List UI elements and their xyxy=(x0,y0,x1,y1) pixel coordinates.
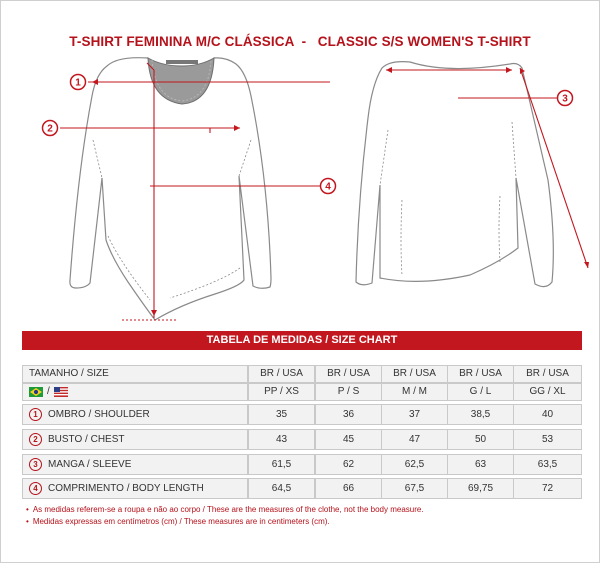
row-number-badge: 1 xyxy=(29,408,42,421)
measure-value: 69,75 xyxy=(447,478,514,499)
measure-label: OMBRO / SHOULDER xyxy=(48,408,150,420)
row-number-badge: 4 xyxy=(29,482,42,495)
svg-text:2: 2 xyxy=(47,123,53,135)
size-col-4: GG / XL xyxy=(513,383,582,401)
measure-row-2-label xyxy=(22,454,248,475)
measure-value: 50 xyxy=(447,429,514,450)
size-chart-header: TABELA DE MEDIDAS / SIZE CHART xyxy=(22,331,582,350)
size-col-1: P / S xyxy=(315,383,382,401)
measure-row-3-label xyxy=(22,478,248,499)
svg-text:4: 4 xyxy=(325,181,331,193)
measure-value: 61,5 xyxy=(248,454,315,475)
row-number-badge: 2 xyxy=(29,433,42,446)
measure-row-0-label xyxy=(22,404,248,425)
measure-label: COMPRIMENTO / BODY LENGTH xyxy=(48,482,204,494)
measure-value: 66 xyxy=(315,478,382,499)
flags-cell xyxy=(22,383,248,401)
size-region-2: BR / USA xyxy=(381,365,448,383)
usa-flag-icon xyxy=(54,387,68,397)
measure-value: 67,5 xyxy=(381,478,448,499)
svg-text:1: 1 xyxy=(75,77,81,89)
measure-value: 47 xyxy=(381,429,448,450)
marker-1 xyxy=(71,75,86,90)
size-region-4: BR / USA xyxy=(513,365,582,383)
measure-value: 45 xyxy=(315,429,382,450)
measure-value: 35 xyxy=(248,404,315,425)
note-1: • As medidas referem-se a roupa e não ao corpo / These are the measures of the clothe, not the body measure. xyxy=(26,505,424,514)
measure-value: 36 xyxy=(315,404,382,425)
marker-2 xyxy=(43,121,58,136)
svg-text:3: 3 xyxy=(562,93,568,105)
measure-value: 38,5 xyxy=(447,404,514,425)
size-region-1: BR / USA xyxy=(315,365,382,383)
measure-label: BUSTO / CHEST xyxy=(48,433,125,445)
size-col-2: M / M xyxy=(381,383,448,401)
measure-value: 53 xyxy=(513,429,582,450)
measure-value: 62,5 xyxy=(381,454,448,475)
brazil-flag-icon xyxy=(29,387,43,397)
measure-value: 62 xyxy=(315,454,382,475)
measure-value: 40 xyxy=(513,404,582,425)
measure-label: MANGA / SLEEVE xyxy=(48,458,132,470)
measure-value: 63 xyxy=(447,454,514,475)
measure-value: 63,5 xyxy=(513,454,582,475)
size-header-label: TAMANHO / SIZE xyxy=(22,365,248,383)
measure-value: 64,5 xyxy=(248,478,315,499)
measure-value: 43 xyxy=(248,429,315,450)
back-tshirt xyxy=(356,62,553,287)
measure-value: 72 xyxy=(513,478,582,499)
size-region-0: BR / USA xyxy=(248,365,315,383)
row-number-badge: 3 xyxy=(29,458,42,471)
measure-row-1-label xyxy=(22,429,248,450)
size-region-3: BR / USA xyxy=(447,365,514,383)
page-title: T-SHIRT FEMININA M/C CLÁSSICA - CLASSIC S/S WOMEN'S T-SHIRT xyxy=(69,34,531,49)
marker-3 xyxy=(558,91,573,106)
flag-separator: / xyxy=(47,386,50,397)
measure-value: 37 xyxy=(381,404,448,425)
size-col-3: G / L xyxy=(447,383,514,401)
note-2: • Medidas expressas em centímetros (cm) / These measures are in centimeters (cm). xyxy=(26,517,330,526)
marker-4 xyxy=(321,179,336,194)
size-col-0: PP / XS xyxy=(248,383,315,401)
